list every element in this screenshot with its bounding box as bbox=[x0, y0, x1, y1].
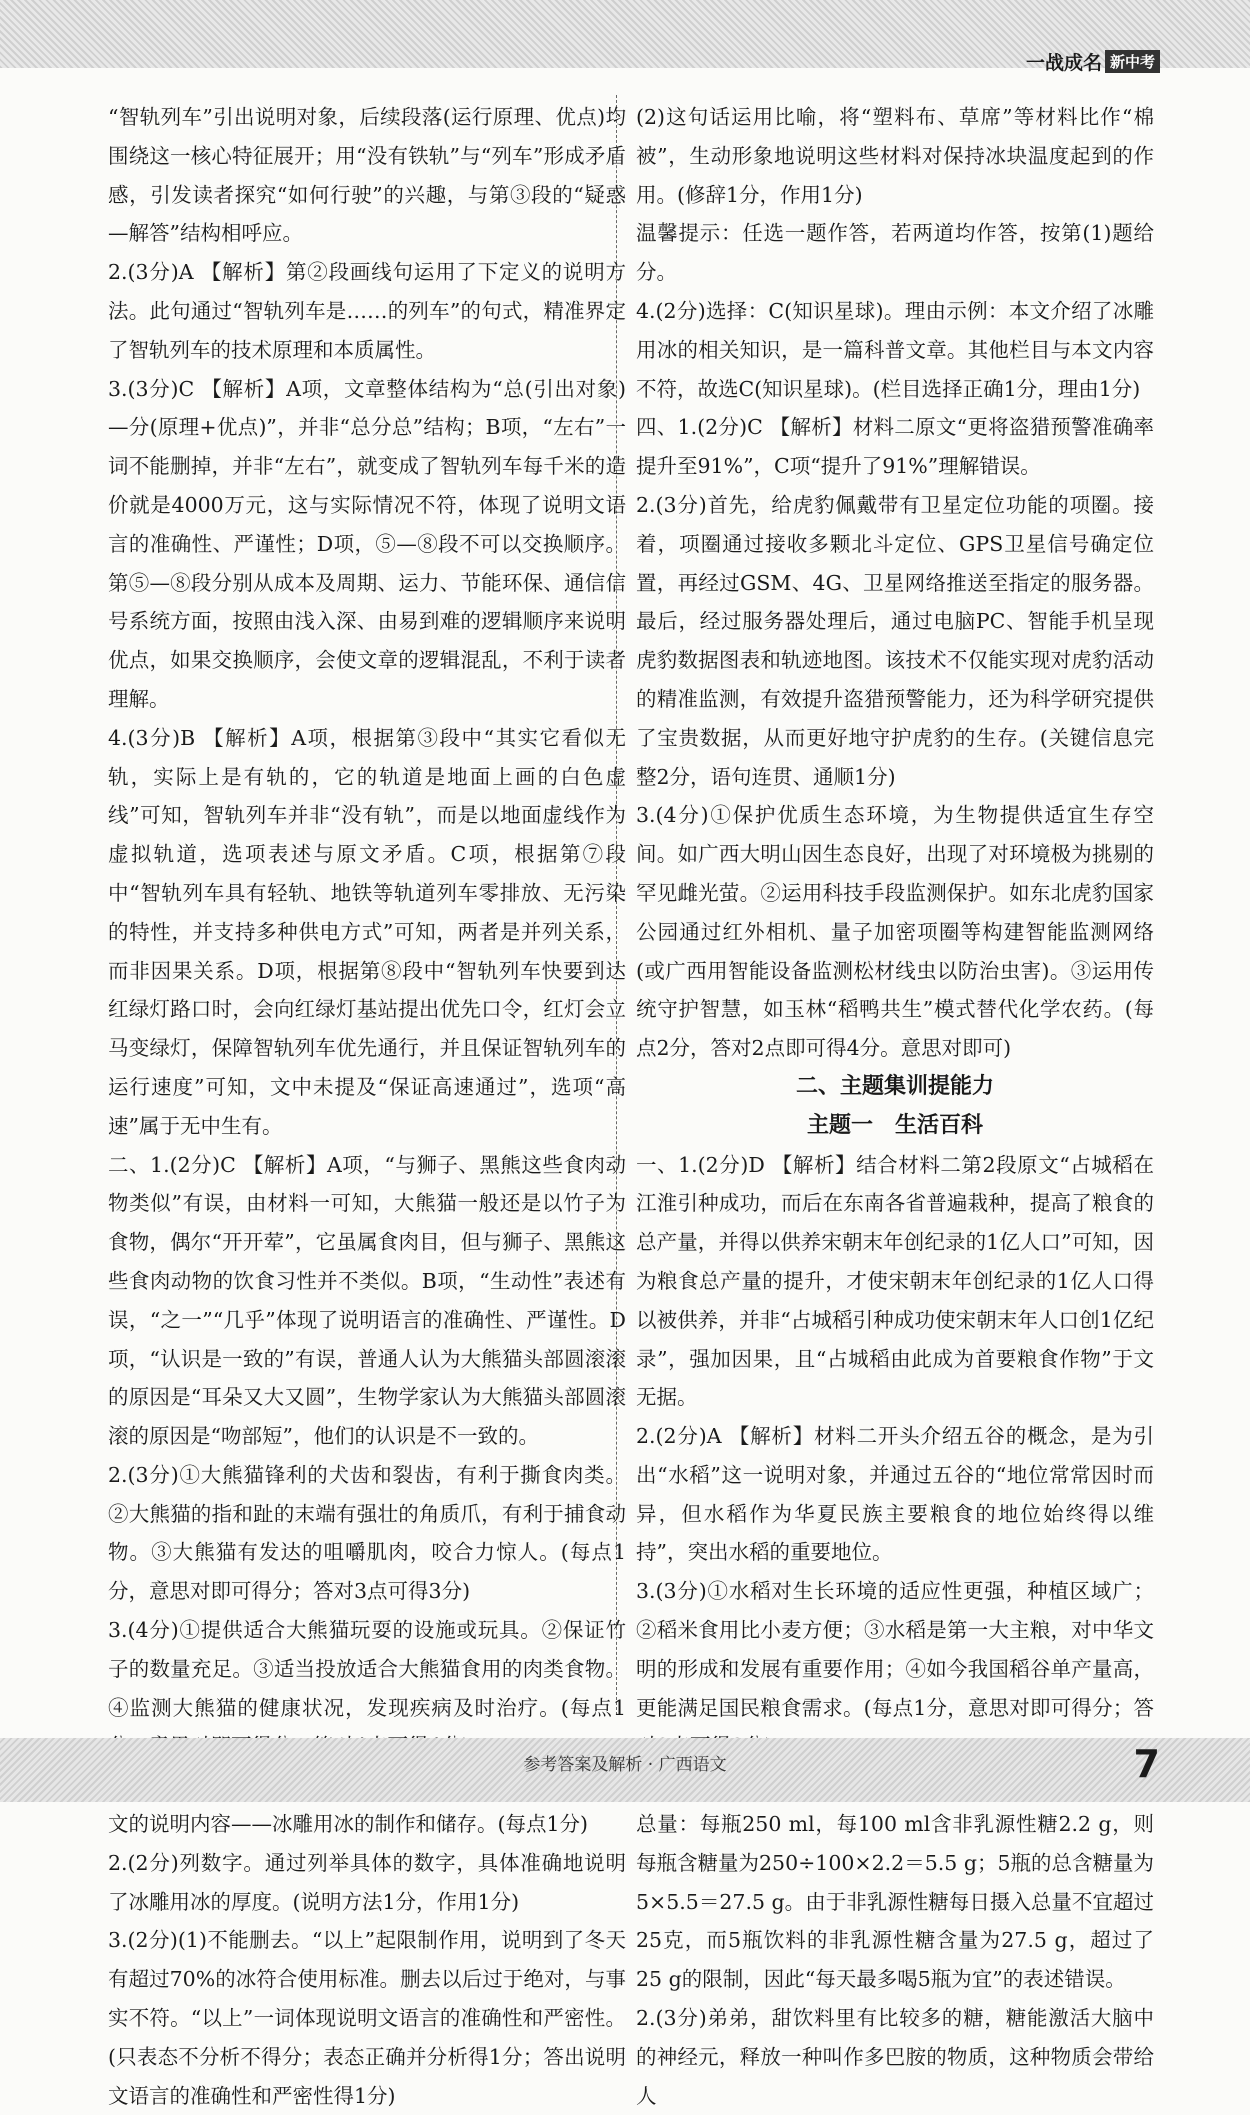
left-column bbox=[108, 98, 626, 2115]
answer-block: 2.(2分)列数字。通过列举具体的数字，具体准确地说明了冰雕用冰的厚度。(说明方法1分，作用1分) bbox=[108, 1850, 626, 1914]
answer-block: 3.(4分)①保护优质生态环境，为生物提供适宜生存空间。如广西大明山因生态良好，出现了对环境极为挑剔的罕见雌光萤。②运用科技手段监测保护。如东北虎豹国家公园通过红外相机、量子加密项圈等构建智能监测网络(或广西用智能设备监测松材线虫以防治虫害)。③运用传统守护智慧，如玉林“稻鸭共生”模式替代化学农药。(每点2分，答对2点即可得4分。意思对即可) bbox=[636, 803, 1154, 1061]
answer-block: 四、1.(2分)C 【解析】材料二原文“更将盗猎预警准确率提升至91%”，C项“提升了91%”理解错误。 bbox=[636, 415, 1154, 479]
answer-block: “智轨列车”引出说明对象，后续段落(运行原理、优点)均围绕这一核心特征展开；用“没有铁轨”与“列车”形成矛盾感，引发读者探究“如何行驶”的兴趣，与第③段的“疑惑—解答”结构相呼应。 bbox=[108, 105, 626, 246]
section-heading: 二、主题集训提能力 bbox=[795, 1073, 994, 1099]
answer-block: 2.(2分)A 【解析】材料二开头介绍五谷的概念，是为引出“水稻”这一说明对象，并通过五谷的“地位常常因时而异，但水稻作为华夏民族主要粮食的地位始终得以维持”，突出水稻的重要地位。 bbox=[636, 1424, 1154, 1565]
answer-block: 2.(3分)①大熊猫锋利的犬齿和裂齿，有利于撕食肉类。②大熊猫的指和趾的末端有强壮的角质爪，有利于捕食动物。③大熊猫有发达的咀嚼肌肉，咬合力惊人。(每点1分，意思对即可得分；答对3点可得3分) bbox=[108, 1462, 626, 1604]
topic-heading: 主题一 生活百科 bbox=[806, 1112, 983, 1138]
answer-block: 3.(3分)①水稻对生长环境的适应性更强，种植区域广；②稻米食用比小麦方便；③水稻是第一大主粮，对中华文明的形成和发展有重要作用；④如今我国稻谷单产量高，更能满足国民粮食需求。(每点1分，意思对即可得分；答 bbox=[636, 1579, 1154, 1720]
answer-block: 二、1.(2分)C 【解析】A项，“与狮子、黑熊这些食肉动物类似”有误，由材料一可知，大熊猫一般还是以竹子为食物，偶尔“开开荤”，它虽属食肉目，但与狮子、黑熊这些食肉动物的饮食习性并不类似。B项，“生动性”表述有误，“之一”“几乎”体现了说明语言的准确性、严谨性。D项，“认识是一致的”有误，普通人认为大熊猫头部圆滚滚的原因是“耳朵又大又圆”，生物学家认为大熊猫头部圆滚滚的原因是“吻部短”，他们的认识是不一致的。 bbox=[108, 1152, 626, 1449]
answer-block: 3.(2分)(1)不能删去。“以上”起限制作用，说明到了冬天有超过70%的冰符合使用标准。删去以后过于绝对，与事实不符。“以上”一词体现说明文语言的准确性和严密性。(只表态不分析不得分；表态正确并分析得1分；答出说明文语言的准确性和严密性得1分) bbox=[108, 1928, 626, 2108]
answer-block: 4.(3分)B 【解析】A项，根据第③段中“其实它看似无轨，实际上是有轨的，它的轨道是地面上画的白色虚线”可知，智轨列车并非“没有轨”，而是以地面虚线作为虚拟轨道，选项表述与原文矛盾。C项，根据第⑦段中“智轨列车具有轻轨、地铁等轨道列车零排放、无污染的特性，并支持多种供电方式”可知，两者是并列关系，而非因果关系。D项，根据第⑧段中“智轨列车快要到达红绿灯路口时，会向红绿灯基站提出优先口令，红灯会立马变绿灯，保障智轨列车优先通行，并且保证智轨列车的运行速度”可知，文中未提及“保证高速通过”，选项“高速”属于无中生有。 bbox=[108, 725, 626, 1138]
answer-block: 2.(3分)A 【解析】第②段画线句运用了下定义的说明方法。此句通过“智轨列车是……的列车”的句式，精准界定了智轨列车的技术原理和本质属性。 bbox=[108, 260, 626, 362]
answer-block: 2.(3分)首先，给虎豹佩戴带有卫星定位功能的项圈。接着，项圈通过接收多颗北斗定位、GPS卫星信号确定位置，再经过GSM、4G、卫星网络推送至指定的服务器。最后，经过服务器处理后，通过电脑PC、智能手机呈现虎豹数据图表和轨迹地图。该技术不仅能实现对虎豹活动的精准监测，有效提升盗猎预警能力，还为科学研究提供了宝贵数据，从而更好地守护虎豹的生存。(关键信息完整2分，语句连贯、通顺1分) bbox=[636, 492, 1154, 789]
answer-block: 一、1.(2分)D 【解析】结合材料二第2段原文“占城稻在江淮引种成功，而后在东南各省普遍栽种，提高了粮食的总产量，并得以供养宋朝末年创纪录的1亿人口”可知，因为粮食总产量的提升，才使宋朝末年创纪录的1亿人口得以被供养，并非“占城稻引种成功使宋朝末年人口创1亿纪录”，强加因果，且“占城稻由此成为首要粮食作物”于文无据。 bbox=[636, 1152, 1154, 1410]
answer-block: (2)这句话运用比喻，将“塑料布、草席”等材料比作“棉被”，生动形象地说明这些材料对保持冰块温度起到的作用。(修辞1分，作用1分) bbox=[636, 105, 1154, 207]
answer-block: 3.(4分)①提供适合大熊猫玩耍的设施或玩具。②保证竹子的数量充足。③适当投放适合大熊猫食用的肉类食物。④监测大熊猫的健康状况，发现疾病及时治疗。(每点1 bbox=[108, 1618, 626, 1720]
tip-text: 温馨提示：任选一题作答，若两道均作答，按第(1)题给分。 bbox=[636, 221, 1154, 285]
brand-logo bbox=[1026, 48, 1160, 75]
brand-tag: 新中考 bbox=[1105, 50, 1160, 73]
answer-block: 3.(3分)C 【解析】A项，文章整体结构为“总(引出对象)—分(原理+优点)”，并非“总分总”结构；B项，“左右”一词不能删掉，并非“左右”，就变成了智轨列车每千米的造价就是4000万元，这与实际情况不符，体现了说明文语言的准确性、严谨性；D项，⑤—⑧段不可以交换顺序。第⑤—⑧段分别从成本及周期、运力、节能环保、通信信号系统方面，按照由浅入深、由易到难的逻辑顺序来说明优点，如果交换顺序，会使文章的逻辑混乱，不利于读者理解。 bbox=[108, 376, 626, 711]
right-column bbox=[636, 98, 1154, 2115]
answer-block: 文的说明内容——冰雕用冰的制作和储存。(每点1分) bbox=[108, 1812, 589, 1837]
page-number: 7 bbox=[1133, 1742, 1160, 1786]
brand-name: 一战成名 bbox=[1025, 52, 1102, 74]
answer-block: 2.(3分)弟弟，甜饮料里有比较多的糖，糖能激活大脑中的神经元，释放一种叫作多巴胺的物质，这种物质会带给人 bbox=[636, 2006, 1154, 2108]
answer-block: 4.(2分)选择：C(知识星球)。理由示例：本文介绍了冰雕用冰的相关知识，是一篇科普文章。其他栏目与本文内容不符，故选C(知识星球)。(栏目选择正确1分，理由1分) bbox=[636, 298, 1154, 401]
answer-block: 总量：每瓶250 ml，每100 ml含非乳源性糖2.2 g，则每瓶含糖量为250÷100×2.2＝5.5 g；5瓶的总含糖量为5×5.5＝27.5 g。由于非乳源性糖每日摄入总量不宜超过25克，而5瓶饮料的非乳源性糖含量为27.5 g，超过了25 g的限制，因此“每天最多喝5瓶为宜”的表述错误。 bbox=[636, 1812, 1154, 1992]
footer-title: 参考答案及解析 · 广西语文 bbox=[523, 1755, 727, 1775]
